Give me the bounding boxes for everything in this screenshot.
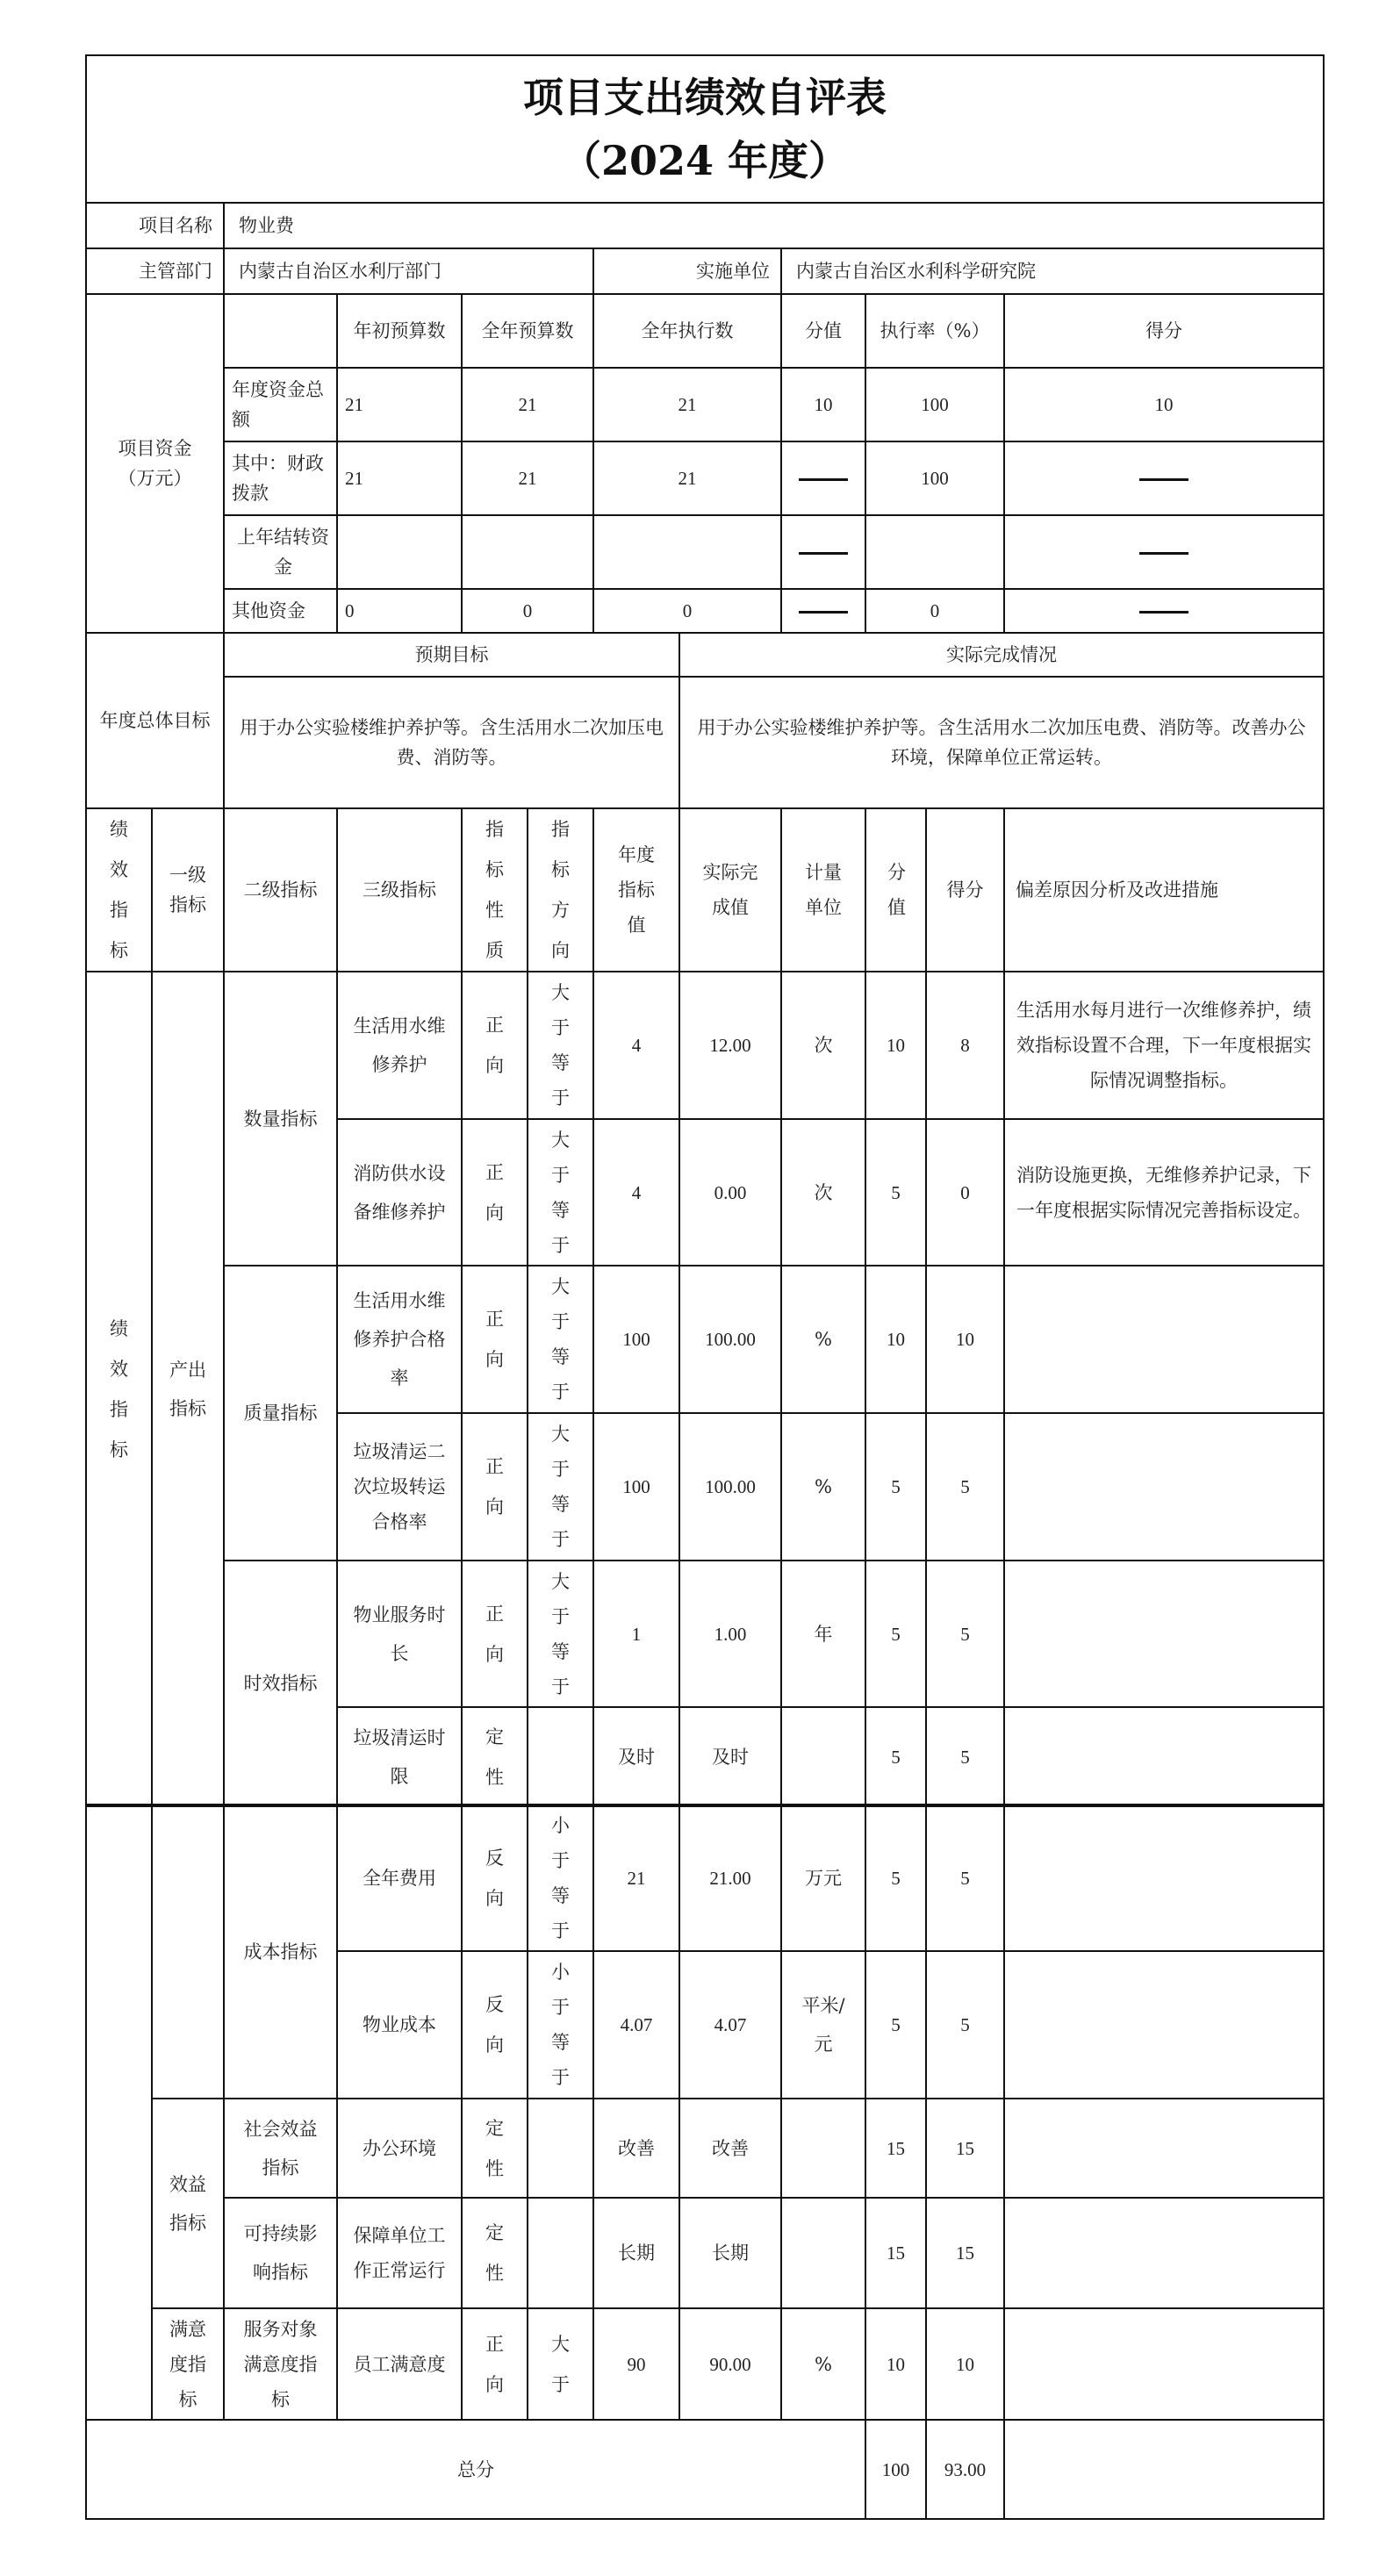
total-score: 93.00 (926, 2420, 1004, 2519)
output-indicator-continued (152, 1805, 224, 2099)
indicator-row (86, 972, 1324, 1119)
level3-name: 生活用水维修养护合格率 (337, 1266, 462, 1413)
funds-row-initial: 21 (337, 368, 462, 441)
funds-row-score (1004, 441, 1324, 515)
total-row (86, 2420, 1324, 2519)
level3-name: 物业成本 (337, 1951, 462, 2099)
score: 5 (926, 1805, 1004, 1951)
page-title: 项目支出绩效自评表 (523, 74, 887, 121)
actual-value: 1.00 (679, 1561, 781, 1707)
actual-value: 0.00 (679, 1119, 781, 1266)
funds-section-label (86, 294, 224, 633)
unit: 万元 (781, 1805, 865, 1951)
nature: 反向 (462, 1951, 528, 2099)
funds-row-score-value (781, 441, 865, 515)
unit: 平米/元 (781, 1951, 865, 2099)
score-value: 15 (865, 2099, 926, 2198)
benefit-indicator-label: 效益指标 (152, 2099, 224, 2308)
analysis: 消防设施更换，无维修养护记录，下一年度根据实际情况完善指标设定。 (1004, 1119, 1324, 1266)
score-value: 5 (865, 1805, 926, 1951)
funds-row-initial: 21 (337, 441, 462, 515)
score-value: 10 (865, 1266, 926, 1413)
dash-mark (1139, 478, 1188, 481)
actual-value: 21.00 (679, 1805, 781, 1951)
department-label: 主管部门 (86, 248, 224, 294)
funds-row-label: 年度资金总额 (224, 368, 337, 441)
indicator-row (86, 1805, 1324, 1951)
dash-mark (1139, 552, 1188, 555)
level3-name: 员工满意度 (337, 2308, 462, 2420)
implementing-unit-label: 实施单位 (593, 248, 781, 294)
funds-row-annual: 21 (462, 441, 593, 515)
actual-goal-text: 用于办公实验楼维护养护等。含生活用水二次加压电费、消防等。改善办公环境，保障单位正常运转。 (679, 677, 1324, 808)
direction: 大于等于 (528, 972, 593, 1119)
score-value: 15 (865, 2198, 926, 2308)
header-analysis: 偏差原因分析及改进措施 (1004, 808, 1324, 972)
level3-name: 全年费用 (337, 1805, 462, 1951)
funds-header-executed: 全年执行数 (593, 294, 781, 368)
target-value: 及时 (593, 1707, 679, 1806)
funds-row-executed: 0 (593, 589, 781, 633)
funds-row-score-value (781, 589, 865, 633)
funds-header-score-value: 分值 (781, 294, 865, 368)
level2-service: 服务对象满意度指标 (224, 2308, 337, 2420)
funds-row-score-value (781, 515, 865, 589)
score-value: 10 (865, 972, 926, 1119)
funds-row-score-value: 10 (781, 368, 865, 441)
funds-row-initial: 0 (337, 589, 462, 633)
score: 5 (926, 1561, 1004, 1707)
funds-row (86, 441, 1324, 515)
actual-value: 100.00 (679, 1413, 781, 1561)
header-score-value: 分值 (865, 808, 926, 972)
goals-section-label: 年度总体目标 (86, 633, 224, 808)
actual-value: 100.00 (679, 1266, 781, 1413)
target-value: 改善 (593, 2099, 679, 2198)
unit (781, 2198, 865, 2308)
unit: % (781, 1266, 865, 1413)
indicator-row (86, 2308, 1324, 2420)
total-label: 总分 (86, 2420, 865, 2519)
target-value: 90 (593, 2308, 679, 2420)
actual-value: 4.07 (679, 1951, 781, 2099)
unit: % (781, 2308, 865, 2420)
direction: 大于等于 (528, 1119, 593, 1266)
target-value: 长期 (593, 2198, 679, 2308)
score-value: 5 (865, 1561, 926, 1707)
funds-row-rate: 100 (865, 441, 1004, 515)
score-value: 5 (865, 1951, 926, 2099)
nature: 正向 (462, 972, 528, 1119)
funds-row-label: 其他资金 (224, 589, 337, 633)
level3-name: 垃圾清运时限 (337, 1707, 462, 1806)
nature: 正向 (462, 2308, 528, 2420)
actual-value: 长期 (679, 2198, 781, 2308)
level2-cost: 成本指标 (224, 1805, 337, 2099)
project-name-label: 项目名称 (86, 203, 224, 248)
level2-timeliness: 时效指标 (224, 1561, 337, 1806)
funds-row-label: 其中：财政拨款 (224, 441, 337, 515)
score: 5 (926, 1951, 1004, 2099)
dash-mark (799, 552, 848, 555)
header-perf-indicator: 绩效指标 (86, 808, 152, 972)
direction: 大于等于 (528, 1561, 593, 1707)
title-cell (86, 55, 1324, 203)
funds-header-rate: 执行率（%） (865, 294, 1004, 368)
score-value: 5 (865, 1413, 926, 1561)
nature: 定性 (462, 1707, 528, 1806)
expected-goal-text: 用于办公实验楼维护养护等。含生活用水二次加压电费、消防等。 (224, 677, 679, 808)
level3-name: 保障单位工作正常运行 (337, 2198, 462, 2308)
funds-row (86, 515, 1324, 589)
funds-row-rate: 100 (865, 368, 1004, 441)
funds-row-executed (593, 515, 781, 589)
analysis (1004, 1266, 1324, 1413)
header-level3: 三级指标 (337, 808, 462, 972)
project-name-value: 物业费 (224, 203, 1324, 248)
indicator-row (86, 1266, 1324, 1413)
funds-row-annual: 0 (462, 589, 593, 633)
header-target: 年度指标值 (593, 808, 679, 972)
actual-value: 90.00 (679, 2308, 781, 2420)
unit (781, 1707, 865, 1806)
score: 5 (926, 1707, 1004, 1806)
unit: 次 (781, 972, 865, 1119)
score: 0 (926, 1119, 1004, 1266)
direction: 大于 (528, 2308, 593, 2420)
output-indicator-label: 产出指标 (152, 972, 224, 1806)
nature: 正向 (462, 1119, 528, 1266)
target-value: 100 (593, 1266, 679, 1413)
nature: 正向 (462, 1266, 528, 1413)
funds-row (86, 589, 1324, 633)
funds-row-executed: 21 (593, 368, 781, 441)
funds-row-executed: 21 (593, 441, 781, 515)
level2-social: 社会效益指标 (224, 2099, 337, 2198)
header-actual: 实际完成值 (679, 808, 781, 972)
level3-name: 消防供水设备维修养护 (337, 1119, 462, 1266)
header-level1: 一级指标 (152, 808, 224, 972)
level3-name: 办公环境 (337, 2099, 462, 2198)
dash-mark (1139, 611, 1188, 614)
funds-row-score (1004, 515, 1324, 589)
score-value: 5 (865, 1707, 926, 1806)
dash-mark (799, 611, 848, 614)
target-value: 100 (593, 1413, 679, 1561)
perf-indicator-continued (86, 1805, 152, 2420)
actual-value: 及时 (679, 1707, 781, 1806)
target-value: 4 (593, 972, 679, 1119)
direction (528, 2198, 593, 2308)
target-value: 21 (593, 1805, 679, 1951)
department-value: 内蒙古自治区水利厅部门 (224, 248, 593, 294)
direction (528, 1707, 593, 1806)
expected-goal-header: 预期目标 (224, 633, 679, 677)
analysis (1004, 1951, 1324, 2099)
nature: 定性 (462, 2099, 528, 2198)
score: 10 (926, 2308, 1004, 2420)
total-analysis (1004, 2420, 1324, 2519)
funds-row-rate (865, 515, 1004, 589)
funds-row-score: 10 (1004, 368, 1324, 441)
actual-value: 12.00 (679, 972, 781, 1119)
self-evaluation-table-page-2 (85, 1804, 1325, 2520)
level2-sustainable: 可持续影响指标 (224, 2198, 337, 2308)
funds-row-score (1004, 589, 1324, 633)
page-subtitle: （2024 年度） (561, 137, 850, 184)
unit: 年 (781, 1561, 865, 1707)
score: 15 (926, 2198, 1004, 2308)
funds-row-rate: 0 (865, 589, 1004, 633)
header-direction: 指标方向 (528, 808, 593, 972)
analysis (1004, 2308, 1324, 2420)
analysis (1004, 2198, 1324, 2308)
dash-mark (799, 478, 848, 481)
nature: 反向 (462, 1805, 528, 1951)
nature: 定性 (462, 2198, 528, 2308)
level2-quantity: 数量指标 (224, 972, 337, 1266)
indicator-row (86, 1561, 1324, 1707)
indicator-row (86, 2099, 1324, 2198)
direction: 大于等于 (528, 1413, 593, 1561)
direction (528, 2099, 593, 2198)
score: 10 (926, 1266, 1004, 1413)
header-score: 得分 (926, 808, 1004, 972)
score: 5 (926, 1413, 1004, 1561)
total-score-value: 100 (865, 2420, 926, 2519)
header-unit: 计量单位 (781, 808, 865, 972)
direction: 小于等于 (528, 1805, 593, 1951)
actual-value: 改善 (679, 2099, 781, 2198)
unit: 次 (781, 1119, 865, 1266)
target-value: 4 (593, 1119, 679, 1266)
funds-section-label-text: 项目资金（万元） (118, 438, 192, 489)
nature: 正向 (462, 1413, 528, 1561)
analysis (1004, 1413, 1324, 1561)
score-value: 5 (865, 1119, 926, 1266)
target-value: 4.07 (593, 1951, 679, 2099)
analysis (1004, 2099, 1324, 2198)
direction: 小于等于 (528, 1951, 593, 2099)
level2-quality: 质量指标 (224, 1266, 337, 1561)
funds-row (86, 368, 1324, 441)
target-value: 1 (593, 1561, 679, 1707)
score-value: 10 (865, 2308, 926, 2420)
perf-indicator-label: 绩效指标 (86, 972, 152, 1806)
indicator-row (86, 2198, 1324, 2308)
header-nature: 指标性质 (462, 808, 528, 972)
implementing-unit-value: 内蒙古自治区水利科学研究院 (781, 248, 1324, 294)
unit: % (781, 1413, 865, 1561)
funds-row-label: 上年结转资金 (224, 515, 337, 589)
funds-row-annual: 21 (462, 368, 593, 441)
level3-name: 垃圾清运二次垃圾转运合格率 (337, 1413, 462, 1561)
analysis (1004, 1707, 1324, 1806)
score: 15 (926, 2099, 1004, 2198)
funds-header-initial: 年初预算数 (337, 294, 462, 368)
satisfaction-indicator-label: 满意度指标 (152, 2308, 224, 2420)
header-level2: 二级指标 (224, 808, 337, 972)
analysis (1004, 1805, 1324, 1951)
level3-name: 生活用水维修养护 (337, 972, 462, 1119)
funds-header-score: 得分 (1004, 294, 1324, 368)
funds-row-initial (337, 515, 462, 589)
funds-header-empty (224, 294, 337, 368)
nature: 正向 (462, 1561, 528, 1707)
self-evaluation-table-page-1 (85, 54, 1325, 1807)
actual-goal-header: 实际完成情况 (679, 633, 1324, 677)
analysis: 生活用水每月进行一次维修养护，绩效指标设置不合理，下一年度根据实际情况调整指标。 (1004, 972, 1324, 1119)
direction: 大于等于 (528, 1266, 593, 1413)
funds-row-annual (462, 515, 593, 589)
unit (781, 2099, 865, 2198)
analysis (1004, 1561, 1324, 1707)
level3-name: 物业服务时长 (337, 1561, 462, 1707)
score: 8 (926, 972, 1004, 1119)
funds-header-annual: 全年预算数 (462, 294, 593, 368)
